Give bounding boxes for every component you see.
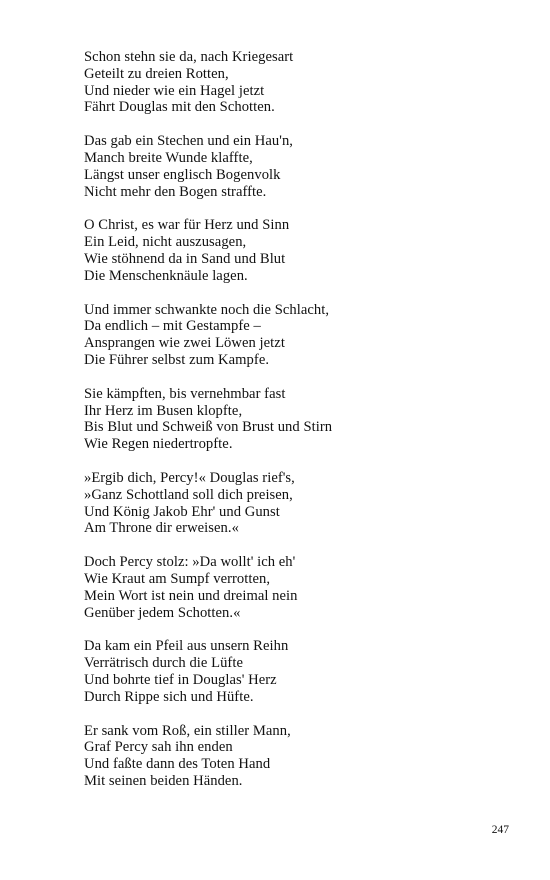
poem-line: Wie Regen niedertropfte. (84, 436, 233, 453)
poem-line: Ein Leid, nicht auszusagen, (84, 234, 247, 251)
stanza-6 (84, 470, 524, 537)
stanza-7 (84, 554, 524, 621)
poem-line: Ansprangen wie zwei Löwen jetzt (84, 335, 285, 352)
poem-line: »Ganz Schottland soll dich preisen, (84, 486, 293, 503)
poem-line: Die Menschenknäule lagen. (84, 267, 248, 284)
poem-line: Ihr Herz im Busen klopfte, (84, 402, 243, 419)
poem-line: Am Throne dir erweisen.« (84, 520, 239, 537)
poem-line: O Christ, es war für Herz und Sinn (84, 217, 290, 234)
poem-line: Bis Blut und Schweiß von Brust und Stirn (84, 419, 333, 436)
poem-line: Fährt Douglas mit den Schotten. (84, 99, 275, 116)
poem-line: Sie kämpften, bis vernehmbar fast (84, 385, 286, 402)
poem-line: Und König Jakob Ehr' und Gunst (84, 503, 280, 520)
poem-line: Nicht mehr den Bogen straffte. (84, 183, 267, 200)
poem-line: Doch Percy stolz: »Da wollt' ich eh' (84, 554, 296, 571)
poem-line: Verrätrisch durch die Lüfte (84, 655, 243, 672)
poem-line: »Ergib dich, Percy!« Douglas rief's, (84, 469, 295, 486)
poem-line: Manch breite Wunde klaffte, (84, 149, 253, 166)
poem-line: Mit seinen beiden Händen. (84, 772, 243, 789)
poem-line: Längst unser englisch Bogenvolk (84, 166, 281, 183)
poem-line: Und faßte dann des Toten Hand (84, 756, 271, 773)
stanza-9 (84, 723, 524, 790)
stanza-5 (84, 386, 524, 453)
poem-line: Wie stöhnend da in Sand und Blut (84, 250, 286, 267)
poem-line: Und immer schwankte noch die Schlacht, (84, 301, 330, 318)
stanza-2 (84, 133, 524, 200)
poem-line: Durch Rippe sich und Hüfte. (84, 688, 254, 705)
poem-line: Er sank vom Roß, ein stiller Mann, (84, 722, 291, 739)
poem-line: Genüber jedem Schotten.« (84, 604, 241, 621)
poem-line: Die Führer selbst zum Kampfe. (84, 351, 270, 368)
stanza-3 (84, 217, 524, 284)
stanza-1 (84, 49, 524, 116)
poem-line: Graf Percy sah ihn enden (84, 739, 233, 756)
poem-body (84, 49, 524, 807)
stanza-8 (84, 638, 524, 705)
poem-line: Mein Wort ist nein und dreimal nein (84, 587, 298, 604)
poem-line: Da endlich – mit Gestampfe – (84, 318, 261, 335)
poem-line: Wie Kraut am Sumpf verrotten, (84, 570, 271, 587)
page-number: 247 (491, 824, 509, 836)
poem-line: Und nieder wie ein Hagel jetzt (84, 82, 265, 99)
poem-line: Da kam ein Pfeil aus unsern Reihn (84, 638, 289, 655)
poem-line: Und bohrte tief in Douglas' Herz (84, 671, 277, 688)
poem-line: Schon stehn sie da, nach Kriegesart (84, 49, 294, 65)
stanza-4 (84, 302, 524, 369)
poem-line: Geteilt zu dreien Rotten, (84, 65, 229, 82)
poem-line: Das gab ein Stechen und ein Hau'n, (84, 133, 293, 150)
